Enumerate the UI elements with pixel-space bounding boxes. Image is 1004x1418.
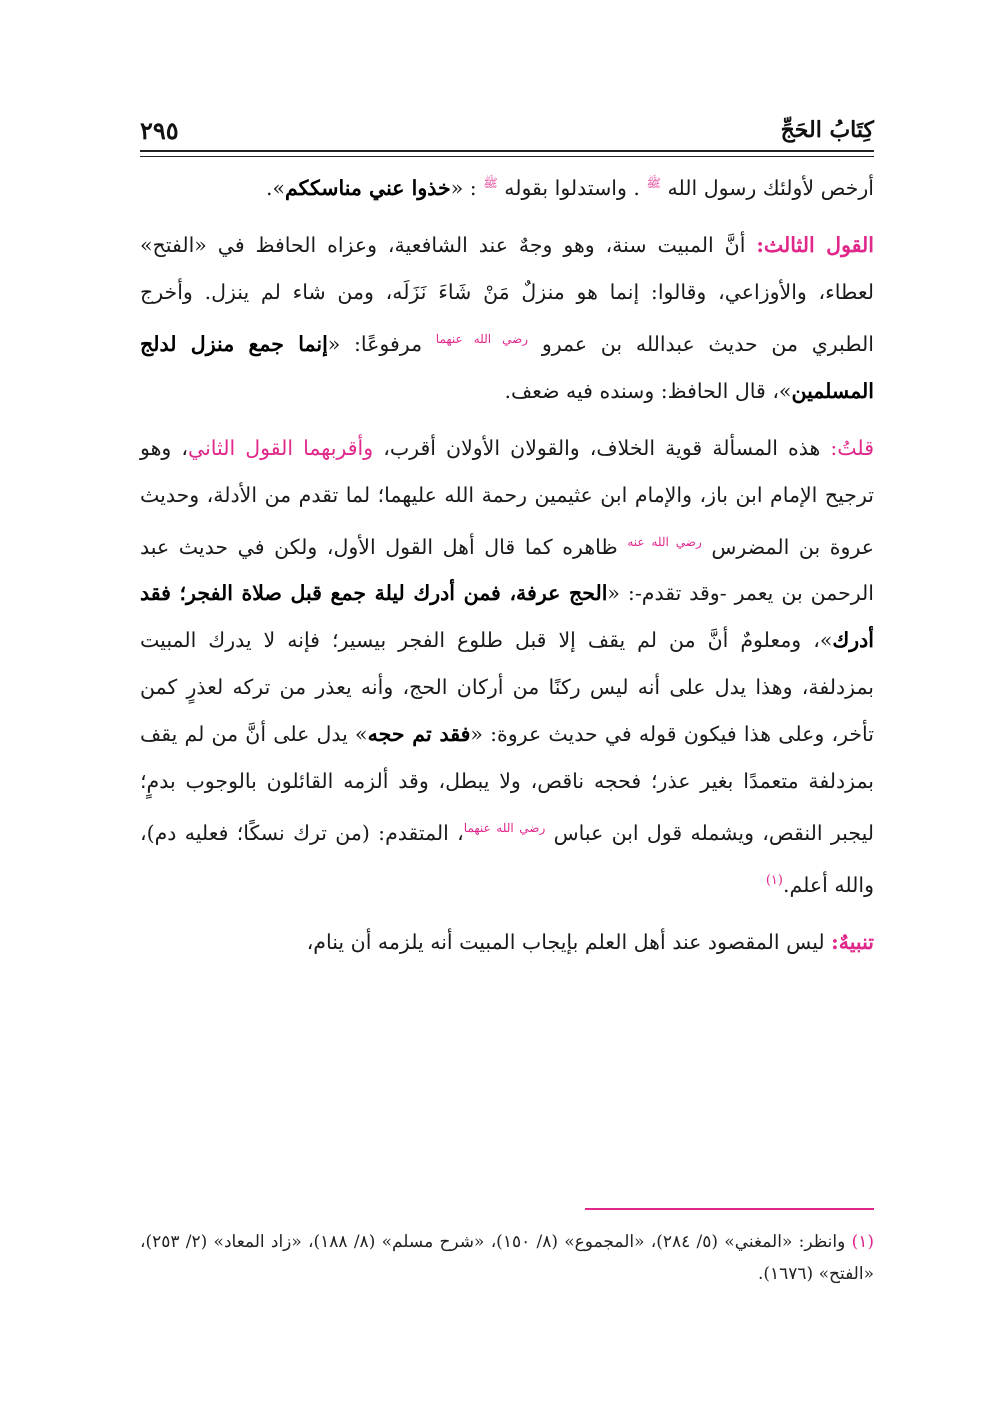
honorific-glyph: ﷺ (646, 176, 661, 190)
text-segment: أرخص لأولئك رسول الله (667, 175, 874, 200)
footnote-divider (585, 1208, 874, 1210)
footnote-reference[interactable]: (١) (765, 873, 783, 889)
footnote-text: وانظر: «المغني» (٥/ ٢٨٤)، «المجموع» (٨/ ١٥٠)، «شرح مسلم» (٨/ ١٨٨)، «زاد المعاد» (٢/ ٢٥٣)، «الفتح» (١٦٧٦). (140, 1232, 874, 1284)
honorific-glyph: رضي الله عنه (627, 534, 702, 549)
header-rule-thin (140, 156, 874, 157)
text-segment: ليس المقصود عند أهل العلم بإيجاب المبيت أنه يلزمه أن ينام، (306, 930, 832, 955)
page-number: ٢٩٥ (140, 115, 179, 145)
text-segment: ظاهره كما قال أهل القول الأول، ولكن في حديث عبد الرحمن بن يعمر -وقد تقدم-: « (140, 534, 875, 606)
text-segment: أنَّ المبيت سنة، وهو وجهٌ عند الشافعية، وعزاه الحافظ في «الفتح» لعطاء، والأوزاعي، وقالوا: إنما هو منزلٌ مَنْ شَاءَ نَزَلَه، ومن شاء لم ينزل. وأخرج الطبري من حديث عبدالله بن عمرو (140, 232, 874, 356)
paragraph-lead: القول الثالث: (756, 232, 874, 257)
text-segment: »، قال الحافظ: وسنده فيه ضعف. (504, 378, 792, 403)
honorific-glyph: رضي الله عنهما (435, 331, 529, 346)
text-segment: مرفوعًا: « (327, 331, 436, 356)
hadith-quote: الحج عرفة، فمن أدرك ليلة جمع قبل صلاة الفجر؛ فقد أدرك (140, 581, 874, 653)
paragraph-third-opinion (140, 222, 874, 415)
text-segment: . واستدلوا بقوله (504, 175, 640, 200)
footnote-item (140, 1226, 874, 1290)
book-title: كِتَابُ الحَجِّ (780, 117, 874, 143)
text-segment: ». (265, 175, 285, 200)
hadith-quote: إنما جمع منزل لدلج المسلمين (140, 331, 874, 403)
text-segment: ، وهو ترجيح الإمام ابن باز، والإمام ابن عثيمين رحمة الله عليهما؛ لما تقدم من الأدلة، وحديث عروة بن المضرس (140, 435, 874, 559)
honorific-glyph: رضي الله عنهما (463, 821, 546, 836)
text-segment: ، المتقدم: (من ترك نسكًا؛ فعليه دم)، والله أعلم. (140, 821, 874, 898)
text-segment: »، ومعلومٌ أنَّ من لم يقف إلا قبل طلوع الفجر بيسير؛ فإنه لا يدرك المبيت بمزدلفة، وهذا يدل على أنه ليس ركنًا من أركان الحج، وأنه يعذر من تركه لعذرٍ كمن تأخر، وعلى هذا فيكون قوله في حديث عروة: « (140, 628, 874, 747)
text-segment: هذه المسألة قوية الخلاف، والقولان الأولان أقرب، (373, 435, 831, 460)
hadith-quote: خذوا عني مناسككم (285, 175, 451, 200)
text-segment: » يدل على أنَّ من لم يقف بمزدلفة متعمدًا بغير عذر؛ فحجه ناقص، ولا يبطل، وقد ألزمه القائلون بالوجوب بدمٍ؛ ليجبر النقص، ويشمله قول ابن عباس (140, 722, 875, 846)
paragraph-author-view (140, 425, 874, 909)
hadith-quote: فقد تم حجه (367, 722, 471, 747)
paragraph-note (140, 919, 874, 966)
paragraph-lead: تنبيهٌ: (831, 930, 874, 955)
paragraph-continuation (140, 160, 874, 212)
header-rule-thick (140, 150, 874, 152)
footnotes (140, 1226, 874, 1290)
highlighted-phrase: وأقربهما القول الثاني (188, 435, 374, 460)
text-segment: : « (450, 175, 477, 200)
paragraph-lead: قلتُ: (830, 435, 874, 460)
page-body (140, 160, 874, 976)
page-header (140, 110, 874, 150)
footnote-number: (١) (851, 1232, 874, 1252)
honorific-glyph: ﷺ (483, 176, 498, 190)
